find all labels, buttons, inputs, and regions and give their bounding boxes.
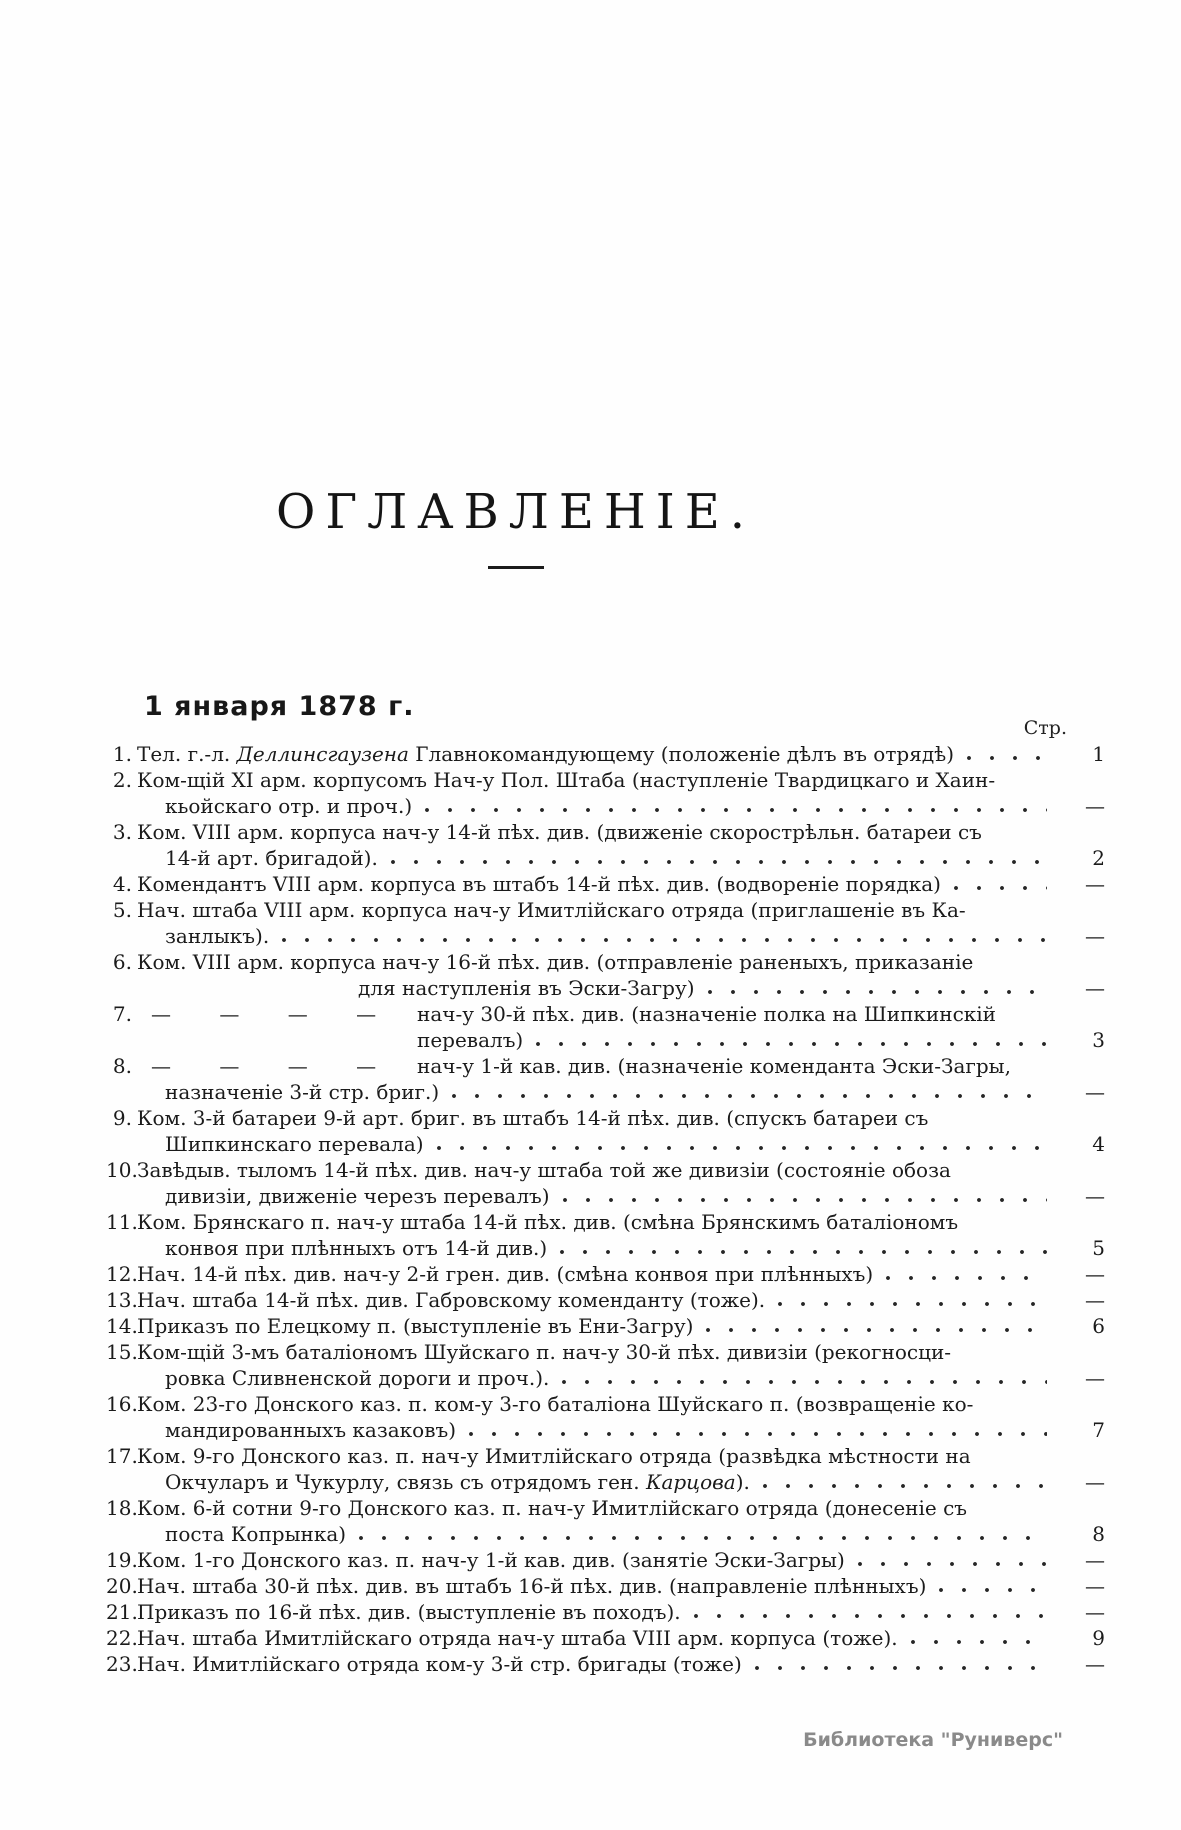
entry-page-number: 3 xyxy=(1092,1028,1105,1052)
entry-number: 8. xyxy=(112,1054,132,1078)
toc-entry-line xyxy=(106,1001,1105,1027)
text-segment: Шипкинскаго перевала) xyxy=(165,1132,424,1156)
entry-text xyxy=(165,1183,550,1209)
italic-text-segment: Карцова xyxy=(645,1470,736,1494)
text-segment: назначеніе 3-й стр. бриг.) xyxy=(165,1080,440,1104)
toc-entry-line xyxy=(106,1079,1105,1105)
entry-text xyxy=(165,1131,424,1157)
dot-leader xyxy=(451,1079,1047,1105)
entry-text xyxy=(137,1053,1011,1079)
entry-text xyxy=(137,1573,926,1599)
entry-page-number: — xyxy=(1085,1288,1105,1312)
text-segment: Ком. VIII арм. корпуса нач-у 16-й пѣх. див. (отправленіе раненыхъ, приказаніе xyxy=(137,950,974,974)
entry-text xyxy=(137,1443,971,1469)
entry-text xyxy=(137,871,941,897)
entry-text xyxy=(165,1079,439,1105)
entry-text xyxy=(165,845,378,871)
dot-leader xyxy=(910,1625,1047,1651)
page-column-label: Стр. xyxy=(1023,717,1067,739)
text-segment: для наступленія въ Эски-Загру) xyxy=(358,976,695,1000)
dot-leader xyxy=(762,1469,1047,1495)
text-segment: Ком. VIII арм. корпуса нач-у 14-й пѣх. див. (движеніе скорострѣльн. батареи съ xyxy=(137,820,982,844)
toc-list xyxy=(106,741,1105,1677)
dot-leader xyxy=(559,1235,1047,1261)
text-segment: Ком-щій XI арм. корпусомъ Нач-у Пол. Штаба (наступленіе Твардицкаго и Хаин- xyxy=(137,768,996,792)
entry-text xyxy=(137,1495,967,1521)
ditto-dashes: — — — — xyxy=(151,1054,377,1078)
toc-entry-line xyxy=(106,975,1105,1001)
toc-entry-line xyxy=(106,1235,1105,1261)
entry-page-number: — xyxy=(1085,1652,1105,1676)
entry-page-number: 7 xyxy=(1092,1418,1105,1442)
entry-page-number: — xyxy=(1085,924,1105,948)
entry-text xyxy=(165,1235,547,1261)
entry-text xyxy=(137,897,966,923)
list-header xyxy=(106,691,1105,739)
text-segment: поста Копрынка) xyxy=(165,1522,347,1546)
entry-number: 23. xyxy=(106,1652,138,1676)
text-segment: ). xyxy=(735,1470,750,1494)
toc-entry-line xyxy=(106,1469,1105,1495)
text-segment: Приказъ по Елецкому п. (выступленіе въ Ени-Загру) xyxy=(137,1314,694,1338)
dot-leader xyxy=(754,1651,1047,1677)
entry-text xyxy=(137,767,995,793)
toc-entry-line xyxy=(106,1027,1105,1053)
entry-page-number: — xyxy=(1085,872,1105,896)
toc-entry-line xyxy=(106,741,1105,767)
text-segment: Ком. 9-го Донского каз. п. нач-у Имитлійскаго отряда (развѣдка мѣстности на xyxy=(137,1444,971,1468)
ditto-dashes: — — — — xyxy=(151,1002,377,1026)
entry-page-number: — xyxy=(1085,1574,1105,1598)
text-segment: занлыкъ). xyxy=(165,924,270,948)
toc-entry-line xyxy=(106,819,1105,845)
text-segment: Ком. 6-й сотни 9-го Донского каз. п. нач-у Имитлійскаго отряда (донесеніе съ xyxy=(137,1496,967,1520)
entry-page-number: 1 xyxy=(1092,742,1105,766)
entry-number: 19. xyxy=(106,1548,138,1572)
entry-text xyxy=(137,1209,958,1235)
entry-text xyxy=(358,975,695,1001)
toc-entry-line xyxy=(106,1105,1105,1131)
entry-text xyxy=(137,1391,973,1417)
toc-entry-line xyxy=(106,871,1105,897)
text-segment: нач-у 30-й пѣх. див. (назначеніе полка на Шипкинскій xyxy=(417,1002,996,1026)
dot-leader xyxy=(436,1131,1047,1157)
toc-entry-line xyxy=(106,1417,1105,1443)
entry-page-number: 4 xyxy=(1092,1132,1105,1156)
dot-leader xyxy=(705,1313,1047,1339)
dot-leader xyxy=(777,1287,1047,1313)
entry-number: 15. xyxy=(106,1340,138,1364)
entry-number: 3. xyxy=(112,820,132,844)
toc-entry-line xyxy=(106,1157,1105,1183)
entry-number: 17. xyxy=(106,1444,138,1468)
toc-entry-line xyxy=(106,1651,1105,1677)
text-segment: кьойскаго отр. и проч.) xyxy=(165,794,413,818)
entry-page-number: — xyxy=(1085,1366,1105,1390)
dot-leader xyxy=(707,975,1047,1001)
title-rule xyxy=(488,566,544,569)
dot-leader xyxy=(938,1573,1047,1599)
dot-leader xyxy=(966,741,1047,767)
entry-page-number: — xyxy=(1085,1184,1105,1208)
text-segment: Тел. г.-л. xyxy=(137,742,237,766)
text-segment: перевалъ) xyxy=(417,1028,524,1052)
toc-entry-line xyxy=(106,1625,1105,1651)
dot-leader xyxy=(535,1027,1047,1053)
dot-leader xyxy=(693,1599,1047,1625)
entry-text xyxy=(137,1261,873,1287)
toc-entry-line xyxy=(106,1209,1105,1235)
dot-leader xyxy=(857,1547,1047,1573)
entry-text xyxy=(137,1651,742,1677)
entry-page-number: 6 xyxy=(1092,1314,1105,1338)
text-block xyxy=(106,0,1105,1751)
entry-text xyxy=(165,923,269,949)
dot-leader xyxy=(885,1261,1047,1287)
entry-number: 10. xyxy=(106,1158,138,1182)
entry-number: 16. xyxy=(106,1392,138,1416)
toc-entry-line xyxy=(106,1365,1105,1391)
toc-entry-line xyxy=(106,1183,1105,1209)
entry-number: 14. xyxy=(106,1314,138,1338)
text-segment: мандированныхъ казаковъ) xyxy=(165,1418,457,1442)
entry-page-number: 8 xyxy=(1092,1522,1105,1546)
text-segment: Нач. штаба 30-й пѣх. див. въ штабъ 16-й пѣх. див. (направленіе плѣнныхъ) xyxy=(137,1574,927,1598)
section-date-heading: 1 января 1878 г. xyxy=(144,691,415,722)
entry-text xyxy=(137,819,982,845)
toc-entry-line xyxy=(106,1131,1105,1157)
title-block xyxy=(16,0,1015,569)
text-segment: Окчуларъ и Чукурлу, связь съ отрядомъ ген. xyxy=(165,1470,646,1494)
text-segment: Ком. 3-й батареи 9-й арт. бриг. въ штабъ 14-й пѣх. див. (спускъ батареи съ xyxy=(137,1106,929,1130)
toc-entry-line xyxy=(106,897,1105,923)
entry-text xyxy=(137,949,973,975)
text-segment: Ком. 1-го Донского каз. п. нач-у 1-й кав. див. (занятіе Эски-Загры) xyxy=(137,1548,845,1572)
toc-entry-line xyxy=(106,949,1105,975)
dot-leader xyxy=(390,845,1047,871)
entry-number: 4. xyxy=(112,872,132,896)
text-segment: нач-у 1-й кав. див. (назначеніе коменданта Эски-Загры, xyxy=(417,1054,1011,1078)
toc-entry-line xyxy=(106,793,1105,819)
entry-number: 6. xyxy=(112,950,132,974)
dot-leader xyxy=(358,1521,1047,1547)
toc-entry-line xyxy=(106,1573,1105,1599)
entry-page-number: — xyxy=(1085,794,1105,818)
entry-page-number: — xyxy=(1085,1548,1105,1572)
text-segment: Комендантъ VIII арм. корпуса въ штабъ 14-й пѣх. див. (водвореніе порядка) xyxy=(137,872,941,896)
toc-entry-line xyxy=(106,1547,1105,1573)
entry-page-number: — xyxy=(1085,976,1105,1000)
dot-leader xyxy=(424,793,1047,819)
entry-text xyxy=(165,1521,346,1547)
entry-number: 7. xyxy=(112,1002,132,1026)
entry-number: 2. xyxy=(112,768,132,792)
text-segment: Ком. Брянскаго п. нач-у штаба 14-й пѣх. див. (смѣна Брянскимъ баталіономъ xyxy=(137,1210,959,1234)
entry-text xyxy=(137,741,954,767)
entry-number: 13. xyxy=(106,1288,138,1312)
library-watermark: Библиотека "Руниверс" xyxy=(803,1729,1063,1751)
text-segment: 14-й арт. бригадой). xyxy=(165,846,378,870)
entry-page-number: 2 xyxy=(1092,846,1105,870)
text-segment: Приказъ по 16-й пѣх. див. (выступленіе въ походъ). xyxy=(137,1600,681,1624)
entry-text xyxy=(137,1001,996,1027)
entry-text xyxy=(137,1313,693,1339)
toc-entry-line xyxy=(106,1287,1105,1313)
toc-entry-line xyxy=(106,767,1105,793)
entry-number: 21. xyxy=(106,1600,138,1624)
toc-entry-line xyxy=(106,845,1105,871)
entry-number: 20. xyxy=(106,1574,138,1598)
entry-text xyxy=(137,1157,951,1183)
entry-number: 1. xyxy=(112,742,132,766)
toc-entry-line xyxy=(106,1443,1105,1469)
entry-text xyxy=(137,1599,681,1625)
dot-leader xyxy=(281,923,1047,949)
dot-leader xyxy=(953,871,1047,897)
text-segment: Нач. 14-й пѣх. див. нач-у 2-й грен. див. (смѣна конвоя при плѣнныхъ) xyxy=(137,1262,874,1286)
entry-text xyxy=(137,1547,845,1573)
entry-text xyxy=(137,1339,951,1365)
entry-text xyxy=(137,1105,928,1131)
page-title: ОГЛАВЛЕНІЕ. xyxy=(275,484,756,540)
toc-entry-line xyxy=(106,1521,1105,1547)
text-segment: Ком. 23-го Донского каз. п. ком-у 3-го баталіона Шуйскаго п. (возвращеніе ко- xyxy=(137,1392,974,1416)
toc-entry-line xyxy=(106,1495,1105,1521)
entry-number: 11. xyxy=(106,1210,138,1234)
dot-leader xyxy=(561,1365,1047,1391)
entry-text xyxy=(137,1287,765,1313)
text-segment: Нач. штаба VIII арм. корпуса нач-у Имитлійскаго отряда (приглашеніе въ Ка- xyxy=(137,898,966,922)
text-segment: Завѣдыв. тыломъ 14-й пѣх. див. нач-у штаба той же дивизіи (состояніе обоза xyxy=(137,1158,951,1182)
text-segment: дивизіи, движеніе черезъ перевалъ) xyxy=(165,1184,550,1208)
dot-leader xyxy=(468,1417,1047,1443)
entry-text xyxy=(165,1469,750,1495)
text-segment: Главнокомандующему (положеніе дѣлъ въ отрядѣ) xyxy=(408,742,955,766)
italic-text-segment: Деллинсгаузена xyxy=(236,742,409,766)
entry-page-number: — xyxy=(1085,1600,1105,1624)
entry-page-number: — xyxy=(1085,1470,1105,1494)
dot-leader xyxy=(562,1183,1047,1209)
text-segment: Ком-щій 3-мъ баталіономъ Шуйскаго п. нач-у 30-й пѣх. дивизіи (рекогносци- xyxy=(137,1340,952,1364)
entry-text xyxy=(137,1625,898,1651)
toc-entry-line xyxy=(106,1261,1105,1287)
text-segment: конвоя при плѣнныхъ отъ 14-й див.) xyxy=(165,1236,548,1260)
entry-number: 9. xyxy=(112,1106,132,1130)
toc-entry-line xyxy=(106,1391,1105,1417)
toc-entry-line xyxy=(106,1599,1105,1625)
entry-page-number: 9 xyxy=(1092,1626,1105,1650)
text-segment: Нач. Имитлійскаго отряда ком-у 3-й стр. бригады (тоже) xyxy=(137,1652,742,1676)
entry-number: 5. xyxy=(112,898,132,922)
entry-text xyxy=(417,1027,523,1053)
toc-entry-line xyxy=(106,923,1105,949)
entry-number: 18. xyxy=(106,1496,138,1520)
text-segment: Нач. штаба Имитлійскаго отряда нач-у штаба VIII арм. корпуса (тоже). xyxy=(137,1626,898,1650)
text-segment: Нач. штаба 14-й пѣх. див. Габровскому коменданту (тоже). xyxy=(137,1288,766,1312)
toc-entry-line xyxy=(106,1339,1105,1365)
toc-entry-line xyxy=(106,1313,1105,1339)
toc-entry-line xyxy=(106,1053,1105,1079)
entry-text xyxy=(165,1365,549,1391)
entry-number: 22. xyxy=(106,1626,138,1650)
entry-page-number: — xyxy=(1085,1262,1105,1286)
entry-number: 12. xyxy=(106,1262,138,1286)
text-segment: ровка Сливненской дороги и проч.). xyxy=(165,1366,550,1390)
entry-page-number: 5 xyxy=(1092,1236,1105,1260)
entry-text xyxy=(165,793,412,819)
entry-page-number: — xyxy=(1085,1080,1105,1104)
entry-text xyxy=(165,1417,456,1443)
